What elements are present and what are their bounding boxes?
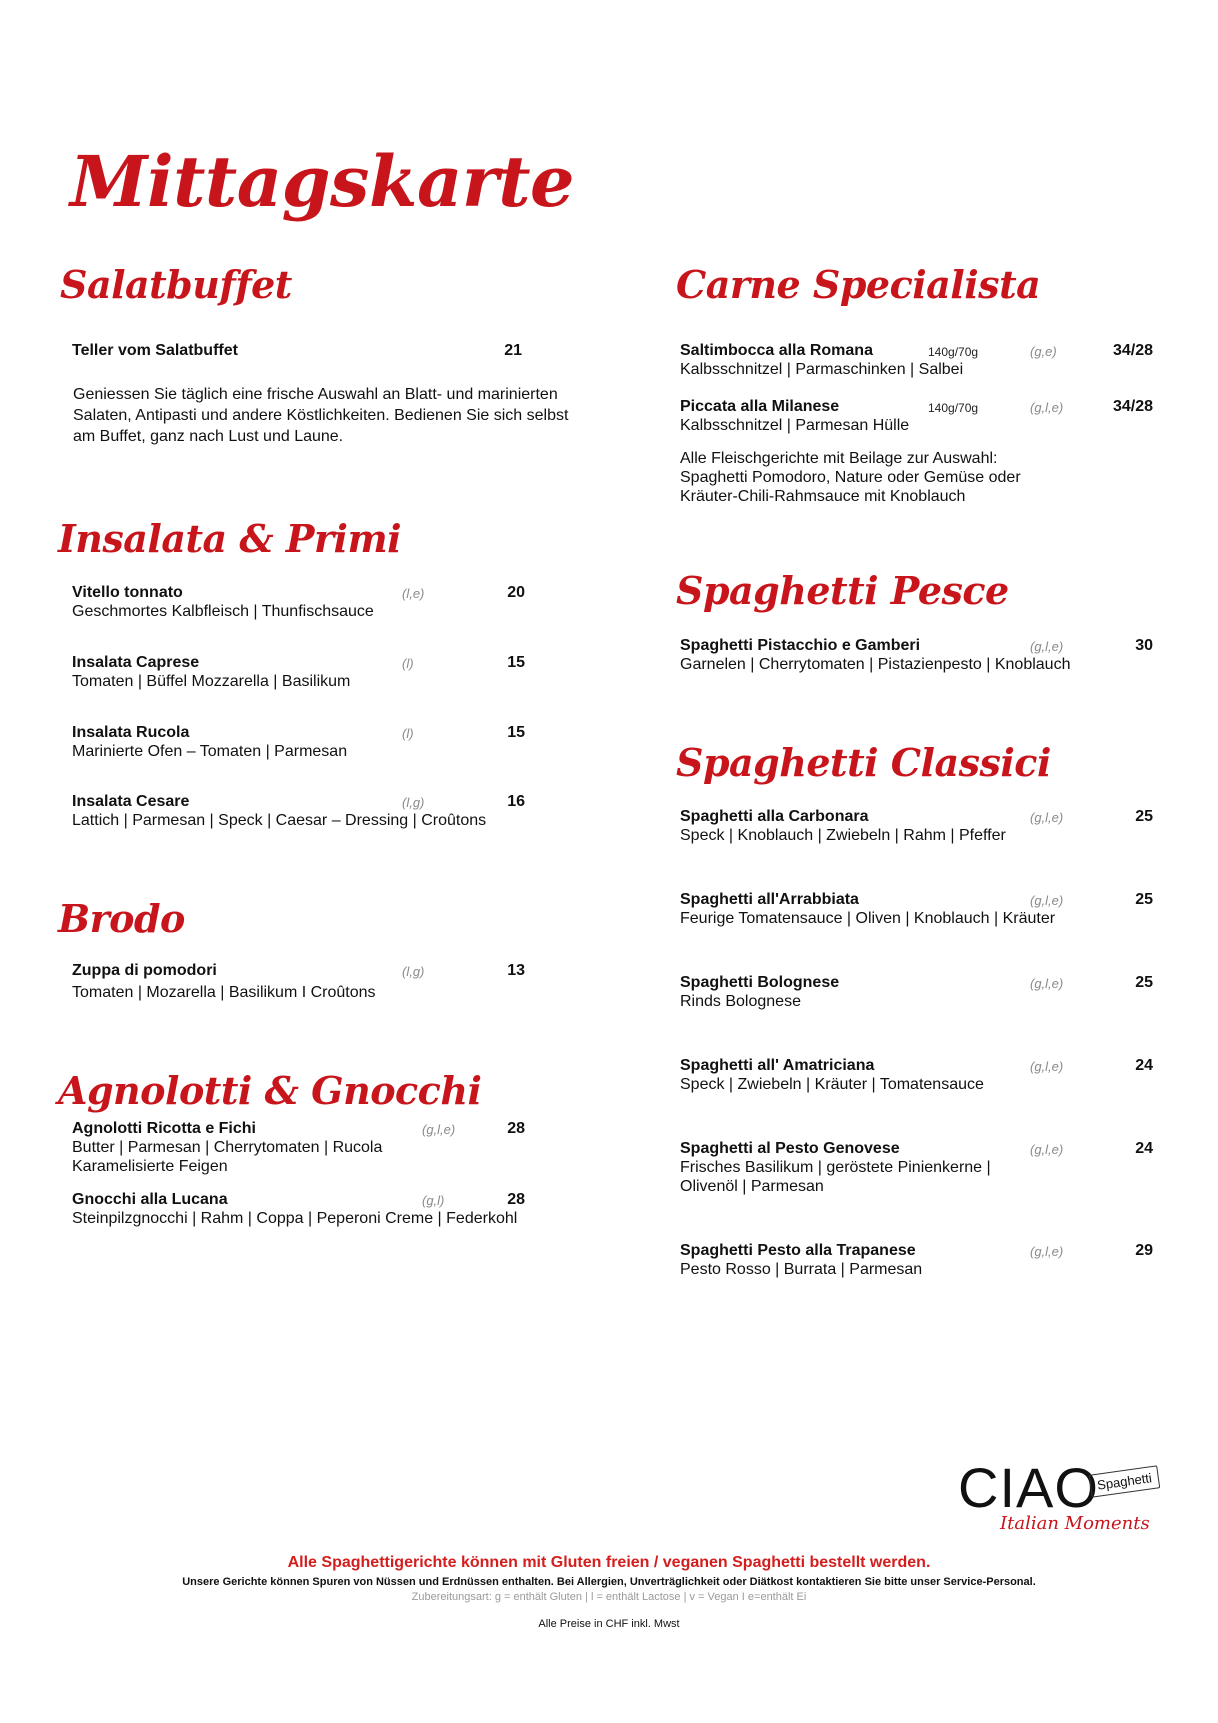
page-title: Mittagskarte <box>70 140 575 223</box>
item-tags: (g,e) <box>1030 344 1057 359</box>
item-description: Steinpilzgnocchi | Rahm | Coppa | Peperoni Creme | Federkohl <box>72 1210 518 1227</box>
item-description: Frisches Basilikum | geröstete Pinienkerne | <box>680 1159 991 1176</box>
item-price: 30 <box>1135 637 1153 654</box>
carne-side-note: Alle Fleischgerichte mit Beilage zur Auswahl: Spaghetti Pomodoro, Nature oder Gemüse oder Kräuter-Chili-Rahmsauce mit Knoblauch <box>680 450 1021 505</box>
menu-item <box>680 891 1055 928</box>
menu-item <box>680 398 909 435</box>
menu-item <box>72 1120 382 1176</box>
item-tags: (g,l,e) <box>422 1122 456 1137</box>
item-name: Zuppa di pomodori <box>72 962 217 979</box>
logo-stamp: Spaghetti <box>1089 1465 1160 1497</box>
footer-allergy-note: Unsere Gerichte können Spuren von Nüssen und Erdnüssen enthalten. Bei Allergien, Unverträglichkeit oder Diätkost kontaktieren Sie bitte unser Service-Personal. <box>182 1576 1036 1588</box>
item-name: Teller vom Salatbuffet <box>72 342 238 359</box>
item-tags: (g,l,e) <box>1030 893 1064 908</box>
item-name: Piccata alla Milanese <box>680 398 840 415</box>
item-tags: (g,l,e) <box>1030 639 1064 654</box>
menu-item <box>680 974 839 1011</box>
menu-item <box>72 724 347 761</box>
item-price: 24 <box>1135 1057 1153 1074</box>
item-name: Insalata Rucola <box>72 724 190 741</box>
section-heading-agnolotti: Agnolotti & Gnocchi <box>58 1068 482 1113</box>
item-tags: (l,g) <box>402 964 425 979</box>
item-description: Geschmortes Kalbfleisch | Thunfischsauce <box>72 603 374 620</box>
item-description: Rinds Bolognese <box>680 993 801 1010</box>
item-description: Marinierte Ofen – Tomaten | Parmesan <box>72 743 348 760</box>
item-name: Spaghetti all'Arrabbiata <box>680 891 859 908</box>
item-price: 28 <box>507 1120 525 1137</box>
section-heading-classici: Spaghetti Classici <box>676 740 1051 785</box>
item-name: Spaghetti all' Amatriciana <box>680 1057 875 1074</box>
menu-item <box>680 637 1070 674</box>
item-description-line2: Karamelisierte Feigen <box>72 1158 228 1175</box>
item-description: Kalbsschnitzel | Parmesan Hülle <box>680 417 910 434</box>
item-price: 25 <box>1135 808 1153 825</box>
item-tags: (g,l,e) <box>1030 400 1064 415</box>
item-price: 34/28 <box>1112 398 1153 415</box>
item-price: 13 <box>507 962 525 979</box>
item-description: Speck | Zwiebeln | Kräuter | Tomatensauce <box>680 1076 984 1093</box>
item-tags: (g,l,e) <box>1030 1059 1064 1074</box>
item-price: 29 <box>1135 1242 1153 1259</box>
menu-item <box>72 584 374 621</box>
logo-ciao: CIAO <box>958 1456 1099 1519</box>
item-tags: (l,g) <box>402 795 425 810</box>
item-price: 25 <box>1135 891 1153 908</box>
footer-prices-note: Alle Preise in CHF inkl. Mwst <box>538 1618 680 1630</box>
item-description: Speck | Knoblauch | Zwiebeln | Rahm | Pfeffer <box>680 827 1006 844</box>
footer-legend: Zubereitungsart: g = enthält Gluten | l = enthält Lactose | v = Vegan I e=enthält Ei <box>411 1591 807 1603</box>
item-description: Tomaten | Mozarella | Basilikum I Croûtons <box>72 984 376 1001</box>
item-price: 15 <box>507 654 525 671</box>
item-tags: (l) <box>402 656 414 671</box>
section-heading-pesce: Spaghetti Pesce <box>676 568 1009 613</box>
menu-item <box>72 1191 517 1228</box>
item-tags: (g,l,e) <box>1030 976 1064 991</box>
logo-tagline: Italian Moments <box>1000 1513 1150 1534</box>
menu-item <box>680 1140 991 1196</box>
item-name: Insalata Cesare <box>72 793 190 810</box>
item-name: Spaghetti Bolognese <box>680 974 840 991</box>
menu-item <box>72 962 376 1002</box>
item-tags: (l,e) <box>402 586 425 601</box>
item-name: Spaghetti al Pesto Genovese <box>680 1140 900 1157</box>
item-price: 15 <box>507 724 525 741</box>
item-tags: (g,l,e) <box>1030 810 1064 825</box>
item-description: Tomaten | Büffel Mozzarella | Basilikum <box>72 673 351 690</box>
section-heading-carne: Carne Specialista <box>676 262 1041 307</box>
item-description: Kalbsschnitzel | Parmaschinken | Salbei <box>680 361 964 378</box>
section-heading-salatbuffet: Salatbuffet <box>60 262 292 307</box>
item-price: 16 <box>507 793 525 810</box>
section-heading-brodo: Brodo <box>58 896 185 941</box>
item-price: 21 <box>504 342 522 359</box>
menu-item <box>680 808 1006 845</box>
section-heading-insalata: Insalata & Primi <box>58 516 402 561</box>
salatbuffet-description: Geniessen Sie täglich eine frische Auswahl an Blatt- und marinierten Salaten, Antipasti und andere Köstlichkeiten. Bedienen Sie sich selbst am Buffet, ganz nach Lust und Laune. <box>73 386 569 445</box>
item-name: Agnolotti Ricotta e Fichi <box>72 1120 256 1137</box>
item-tags: (l) <box>402 726 414 741</box>
item-name: Spaghetti Pistacchio e Gamberi <box>680 637 921 654</box>
item-description: Lattich | Parmesan | Speck | Caesar – Dressing | Croûtons <box>72 812 487 829</box>
item-name: Insalata Caprese <box>72 654 200 671</box>
menu-item <box>680 1057 984 1094</box>
item-description: Pesto Rosso | Burrata | Parmesan <box>680 1261 923 1278</box>
item-price: 24 <box>1135 1140 1153 1157</box>
item-price: 28 <box>507 1191 525 1208</box>
item-name: Vitello tonnato <box>72 584 183 601</box>
footer-gluten-note: Alle Spaghettigerichte können mit Gluten freien / veganen Spaghetti bestellt werden. <box>287 1554 931 1571</box>
item-description: Garnelen | Cherrytomaten | Pistazienpesto | Knoblauch <box>680 656 1071 673</box>
item-description-line2: Olivenöl | Parmesan <box>680 1178 824 1195</box>
item-tags: (g,l,e) <box>1030 1142 1064 1157</box>
item-price: 34/28 <box>1112 342 1153 359</box>
item-name: Spaghetti alla Carbonara <box>680 808 869 825</box>
item-tags: (g,l,e) <box>1030 1244 1064 1259</box>
item-weight: 140g/70g <box>928 401 979 415</box>
item-price: 20 <box>507 584 525 601</box>
item-name: Spaghetti Pesto alla Trapanese <box>680 1242 916 1259</box>
item-tags: (g,l) <box>422 1193 445 1208</box>
menu-item <box>680 1242 922 1279</box>
item-description: Butter | Parmesan | Cherrytomaten | Rucola <box>72 1139 383 1156</box>
item-name: Gnocchi alla Lucana <box>72 1191 228 1208</box>
item-description: Feurige Tomatensauce | Oliven | Knoblauch | Kräuter <box>680 910 1056 927</box>
item-name: Saltimbocca alla Romana <box>680 342 873 359</box>
menu-item <box>72 654 350 691</box>
item-weight: 140g/70g <box>928 345 979 359</box>
menu-item <box>72 342 238 360</box>
menu-item <box>680 342 963 379</box>
item-price: 25 <box>1135 974 1153 991</box>
